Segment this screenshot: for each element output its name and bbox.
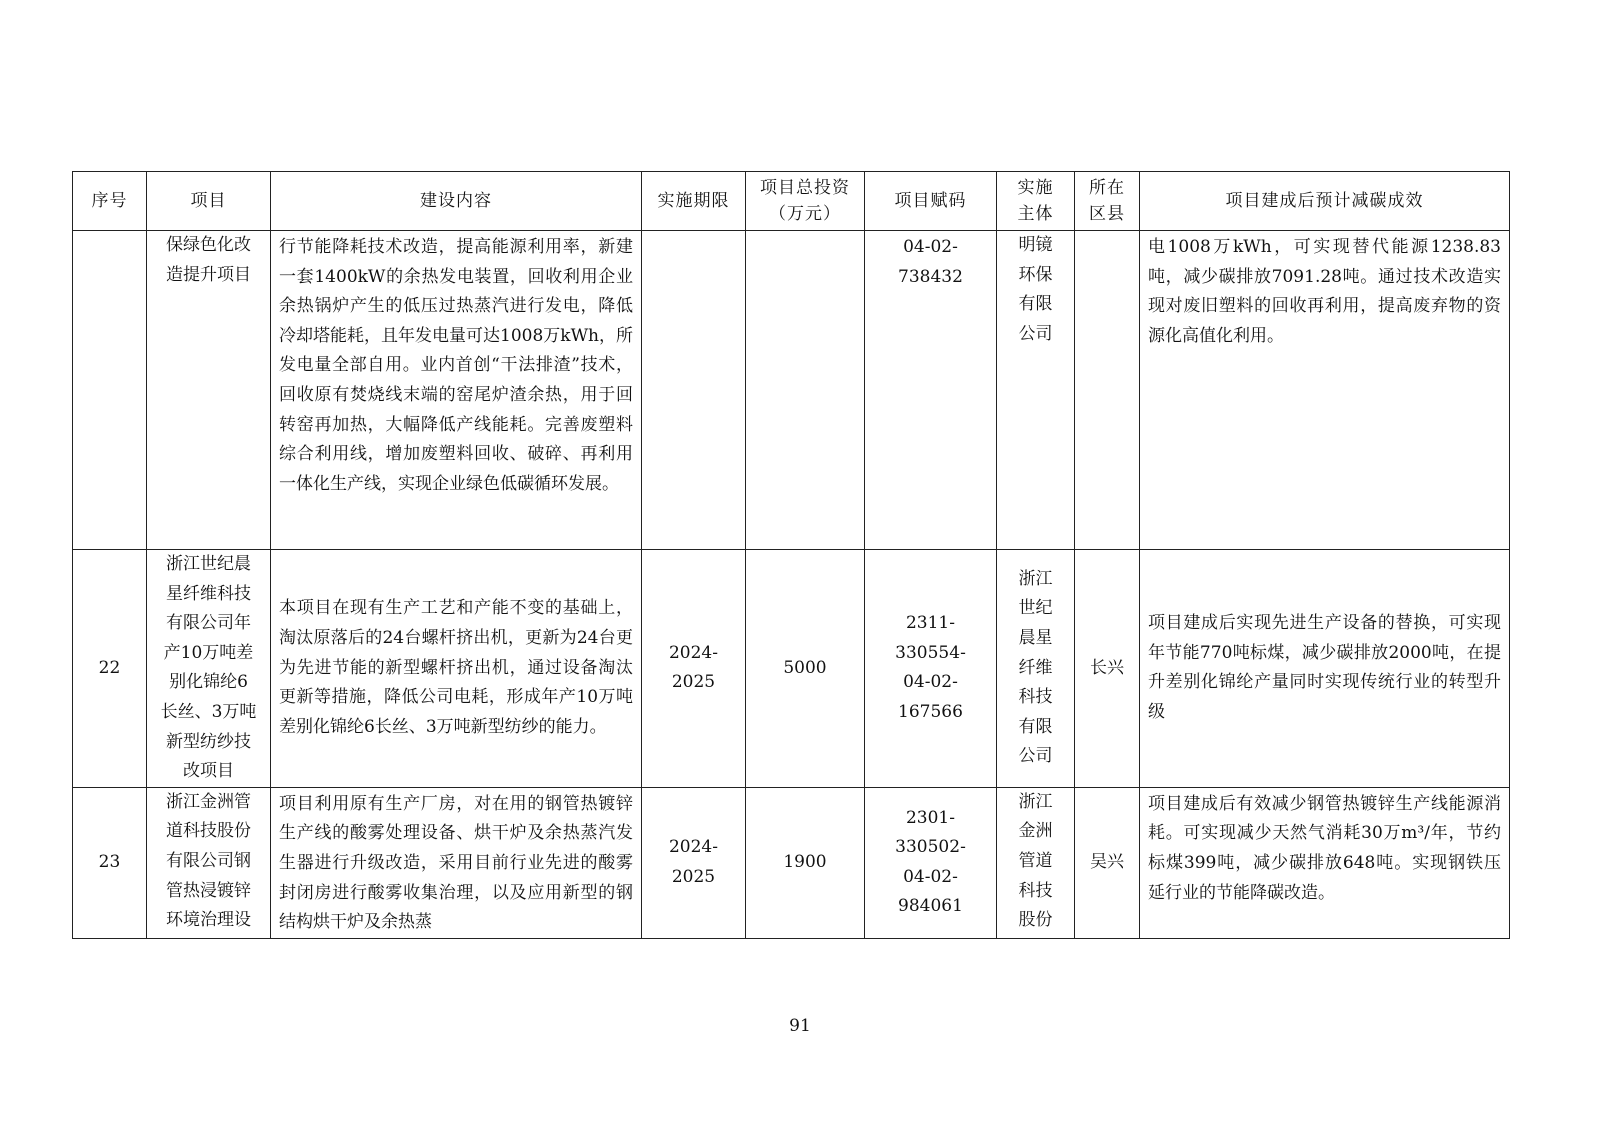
cell-county: 吴兴 xyxy=(1075,787,1140,938)
cell-investment: 5000 xyxy=(746,550,865,788)
cell-item: 保绿色化改 造提升项目 xyxy=(147,231,271,550)
header-county: 所在 区县 xyxy=(1075,172,1140,231)
cell-item: 浙江金洲管 道科技股份 有限公司钢 管热浸镀锌 环境治理设 xyxy=(147,787,271,938)
cell-county: 长兴 xyxy=(1075,550,1140,788)
cell-content: 项目利用原有生产厂房，对在用的钢管热镀锌生产线的酸雾处理设备、烘干炉及余热蒸汽发生器进行升级改造，采用目前行业先进的酸雾封闭房进行酸雾收集治理，以及应用新型的钢结构烘干炉及余热蒸 xyxy=(271,787,642,938)
cell-code: 2311-330554- 04-02-167566 xyxy=(865,550,997,788)
cell-investment: 1900 xyxy=(746,787,865,938)
header-effect: 项目建成后预计减碳成效 xyxy=(1140,172,1510,231)
cell-seq: 23 xyxy=(73,787,147,938)
cell-entity: 浙江 金洲 管道 科技 股份 xyxy=(997,787,1075,938)
cell-investment xyxy=(746,231,865,550)
projects-table xyxy=(72,171,1510,939)
cell-seq: 22 xyxy=(73,550,147,788)
cell-period: 2024-2025 xyxy=(642,550,746,788)
header-entity: 实施 主体 xyxy=(997,172,1075,231)
header-investment: 项目总投资 （万元） xyxy=(746,172,865,231)
cell-content: 本项目在现有生产工艺和产能不变的基础上，淘汰原落后的24台螺杆挤出机，更新为24台更为先进节能的新型螺杆挤出机，通过设备淘汰更新等措施，降低公司电耗，形成年产10万吨差别化锦纶6长丝、3万吨新型纺纱的能力。 xyxy=(271,550,642,788)
cell-effect: 电1008万kWh，可实现替代能源1238.83吨，减少碳排放7091.28吨。通过技术改造实现对废旧塑料的回收再利用，提高废弃物的资源化高值化利用。 xyxy=(1140,231,1510,550)
cell-code: 2301-330502- 04-02-984061 xyxy=(865,787,997,938)
table-row xyxy=(73,231,1510,550)
header-period: 实施期限 xyxy=(642,172,746,231)
table-row xyxy=(73,787,1510,938)
cell-period xyxy=(642,231,746,550)
cell-period: 2024-2025 xyxy=(642,787,746,938)
header-item: 项目 xyxy=(147,172,271,231)
cell-code: 04-02-738432 xyxy=(865,231,997,550)
cell-entity: 明镜 环保 有限 公司 xyxy=(997,231,1075,550)
cell-seq xyxy=(73,231,147,550)
page-number: 91 xyxy=(789,1016,811,1036)
header-seq: 序号 xyxy=(73,172,147,231)
cell-entity: 浙江 世纪 晨星 纤维 科技 有限 公司 xyxy=(997,550,1075,788)
header-code: 项目赋码 xyxy=(865,172,997,231)
cell-county xyxy=(1075,231,1140,550)
table-header-row xyxy=(73,172,1510,231)
table-row xyxy=(73,550,1510,788)
cell-item: 浙江世纪晨 星纤维科技 有限公司年 产10万吨差 别化锦纶6 长丝、3万吨 新型纺纱技 改项目 xyxy=(147,550,271,788)
cell-effect: 项目建成后实现先进生产设备的替换，可实现年节能770吨标煤，减少碳排放2000吨，在提升差别化锦纶产量同时实现传统行业的转型升级 xyxy=(1140,550,1510,788)
header-content: 建设内容 xyxy=(271,172,642,231)
cell-content: 行节能降耗技术改造，提高能源利用率，新建一套1400kW的余热发电装置，回收利用企业余热锅炉产生的低压过热蒸汽进行发电，降低冷却塔能耗，且年发电量可达1008万kWh，所发电量全部自用。业内首创“干法排渣”技术，回收原有焚烧线末端的窑尾炉渣余热，用于回转窑再加热，大幅降低产线能耗。完善废塑料综合利用线，增加废塑料回收、破碎、再利用一体化生产线，实现企业绿色低碳循环发展。 xyxy=(271,231,642,550)
cell-effect: 项目建成后有效减少钢管热镀锌生产线能源消耗。可实现减少天然气消耗30万m³/年，节约标煤399吨，减少碳排放648吨。实现钢铁压延行业的节能降碳改造。 xyxy=(1140,787,1510,938)
